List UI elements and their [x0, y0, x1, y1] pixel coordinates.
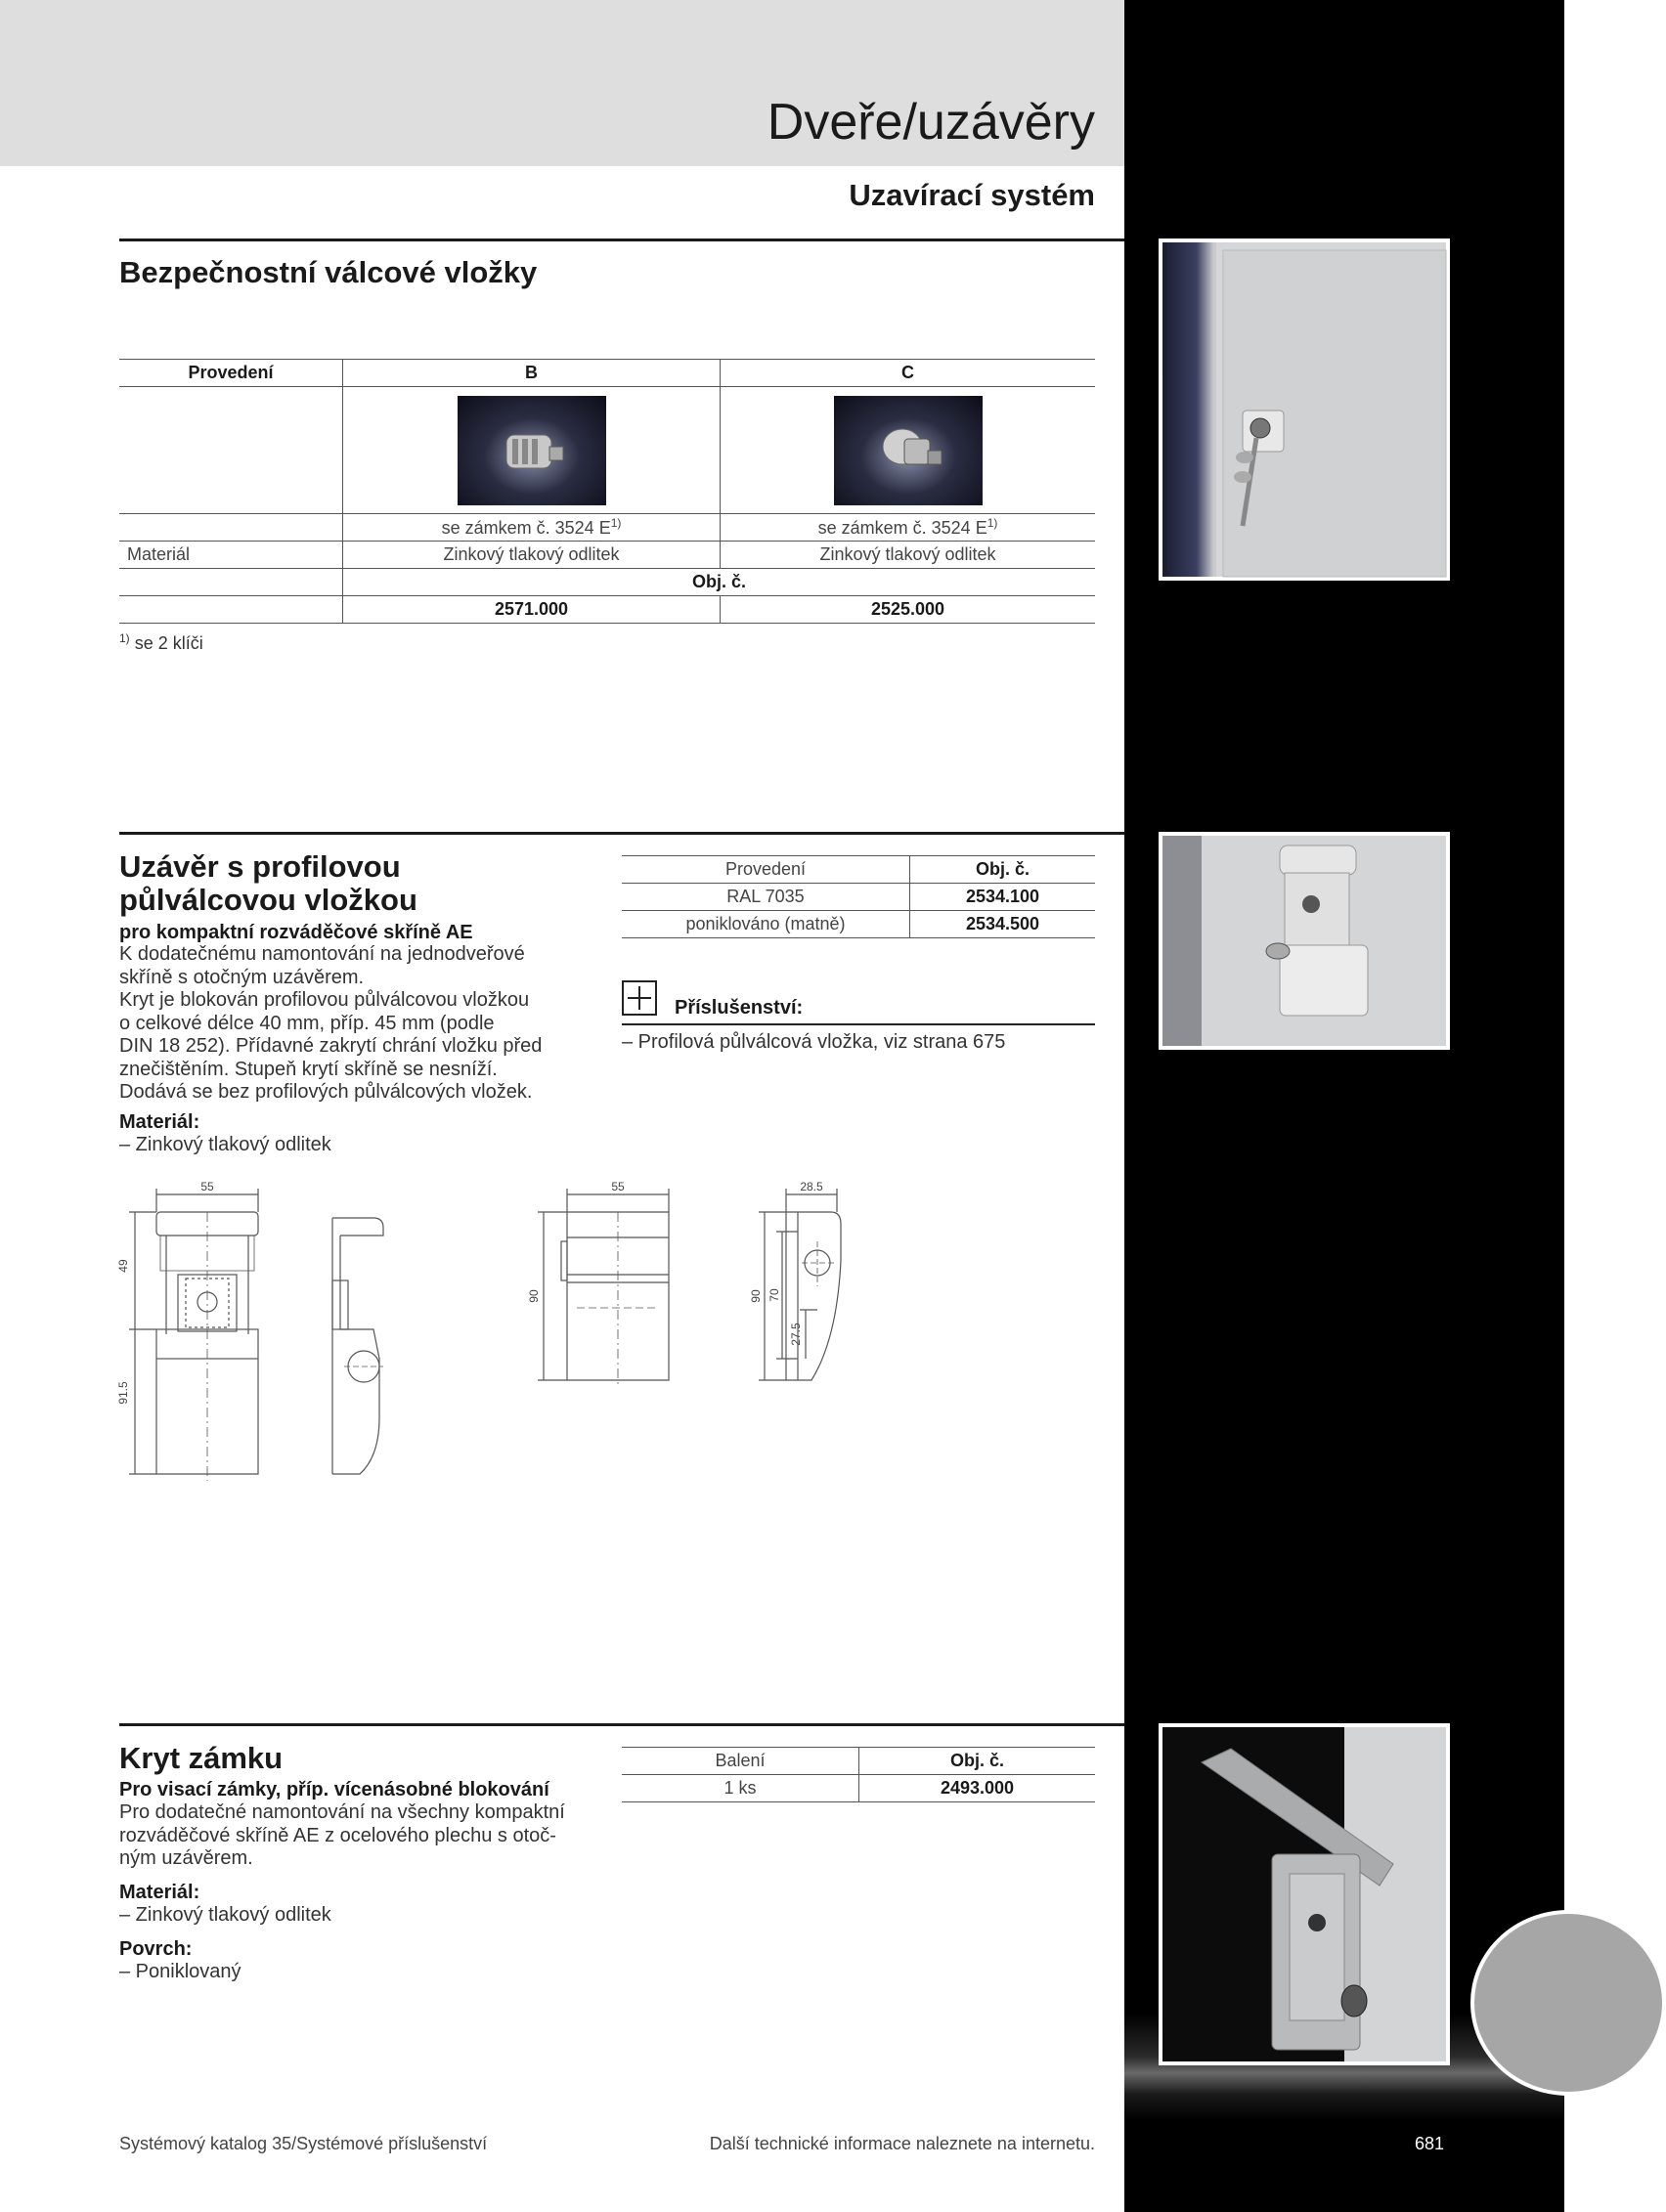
table-header: C — [721, 360, 1096, 387]
lock-cover-table — [622, 1747, 1095, 1802]
order-number-c: 2525.000 — [721, 596, 1096, 624]
plus-icon — [622, 980, 657, 1016]
lock-info-c: se zámkem č. 3524 E — [817, 518, 987, 538]
section-description: Pro dodatečné namontování na všechny kompaktní rozváděčové skříně AE z ocelového plechu s otoč- ným uzávěrem. — [119, 1801, 565, 1869]
drawing-front-side — [116, 1173, 432, 1496]
footnote: $^{1)}$ se 2 klíči — [119, 631, 203, 653]
dimension-label: 90 — [749, 1289, 763, 1303]
footer-info: Další technické informace naleznete na internetu. — [709, 2134, 1095, 2153]
material-item: – Zinkový tlakový odlitek — [119, 1904, 331, 1926]
lock-variant-table — [622, 855, 1095, 938]
surface-heading: Povrch: — [119, 1938, 193, 1960]
cylinder-table — [119, 359, 1095, 624]
order-label: Obj. č. — [343, 569, 1096, 596]
drawing-front-side-2 — [528, 1173, 860, 1408]
dimension-label: 55 — [611, 1180, 625, 1193]
page-title: Dveře/uzávěry — [767, 94, 1095, 151]
table-header: Provedení — [119, 360, 343, 387]
material-c: Zinkový tlakový odlitek — [721, 542, 1096, 569]
accessories-rule — [622, 1023, 1095, 1025]
table-row: RAL 7035 2534.100 — [622, 884, 1095, 911]
material-b: Zinkový tlakový odlitek — [343, 542, 721, 569]
lock-cover-photo — [1159, 832, 1450, 1050]
table-row: poniklováno (matně) 2534.500 — [622, 911, 1095, 938]
table-row: 1 ks 2493.000 — [622, 1775, 1095, 1802]
cylinder-c-photo — [834, 396, 983, 505]
section-subtitle: pro kompaktní rozváděčové skříně AE — [119, 922, 473, 943]
section-divider — [119, 1723, 1124, 1726]
enclosure-lock-photo — [1159, 239, 1450, 581]
dimension-label: 90 — [527, 1289, 541, 1303]
material-heading: Materiál: — [119, 1882, 200, 1903]
surface-item: – Poniklovaný — [119, 1961, 241, 1982]
table-header: Obj. č. — [859, 1748, 1096, 1775]
padlock-cover-photo — [1159, 1723, 1450, 2065]
dimension-label: 49 — [116, 1259, 130, 1273]
section-subtitle: Pro visací zámky, příp. vícenásobné blokování — [119, 1779, 549, 1800]
material-item: – Zinkový tlakový odlitek — [119, 1134, 331, 1155]
dimension-label: 91.5 — [116, 1381, 130, 1405]
footnote-ref: 1) — [610, 516, 622, 530]
dimension-label: 55 — [200, 1180, 214, 1193]
accessories-heading: Příslušenství: — [675, 997, 804, 1019]
cylinder-b-photo — [458, 396, 606, 505]
section-divider — [119, 239, 1124, 241]
footer-catalog: Systémový katalog 35/Systémové příslušenství — [119, 2134, 488, 2153]
table-header: Provedení — [622, 856, 910, 884]
page-number: 681 — [1415, 2134, 1445, 2153]
table-header: Obj. č. — [910, 856, 1096, 884]
section-description: K dodatečnému namontování na jednodveřové skříně s otočným uzávěrem. Kryt je blokován profilovou půlválcovou vložkou o celkové délce 40 mm, příp. 45 mm (podle DIN 18 252). Přídavné zakrytí chrání vložku před znečištěním. Stupeň krytí skříně se nesníží. Dodává se bez profilových půlválcových vložek. — [119, 943, 543, 1103]
section-title: Bezpečnostní válcové vložky — [119, 255, 538, 289]
section-title: Uzávěr s profilovou půlválcovou vložkou — [119, 849, 417, 917]
dimension-label: 28.5 — [800, 1180, 823, 1193]
table-header: Balení — [622, 1748, 859, 1775]
thumb-index-tab — [1470, 1910, 1666, 2096]
material-heading: Materiál: — [119, 1111, 200, 1133]
accessories-item: – Profilová půlválcová vložka, viz strana 675 — [622, 1031, 1006, 1053]
lock-info-b: se zámkem č. 3524 E — [441, 518, 611, 538]
material-label: Materiál — [119, 542, 343, 569]
dimension-label: 70 — [767, 1288, 781, 1302]
section-divider — [119, 832, 1124, 835]
section-title: Kryt zámku — [119, 1741, 284, 1775]
footnote-ref: 1) — [986, 516, 998, 530]
page-subtitle: Uzavírací systém — [849, 178, 1095, 212]
order-number-b: 2571.000 — [343, 596, 721, 624]
dimension-label: 27.5 — [789, 1323, 803, 1346]
table-header: B — [343, 360, 721, 387]
